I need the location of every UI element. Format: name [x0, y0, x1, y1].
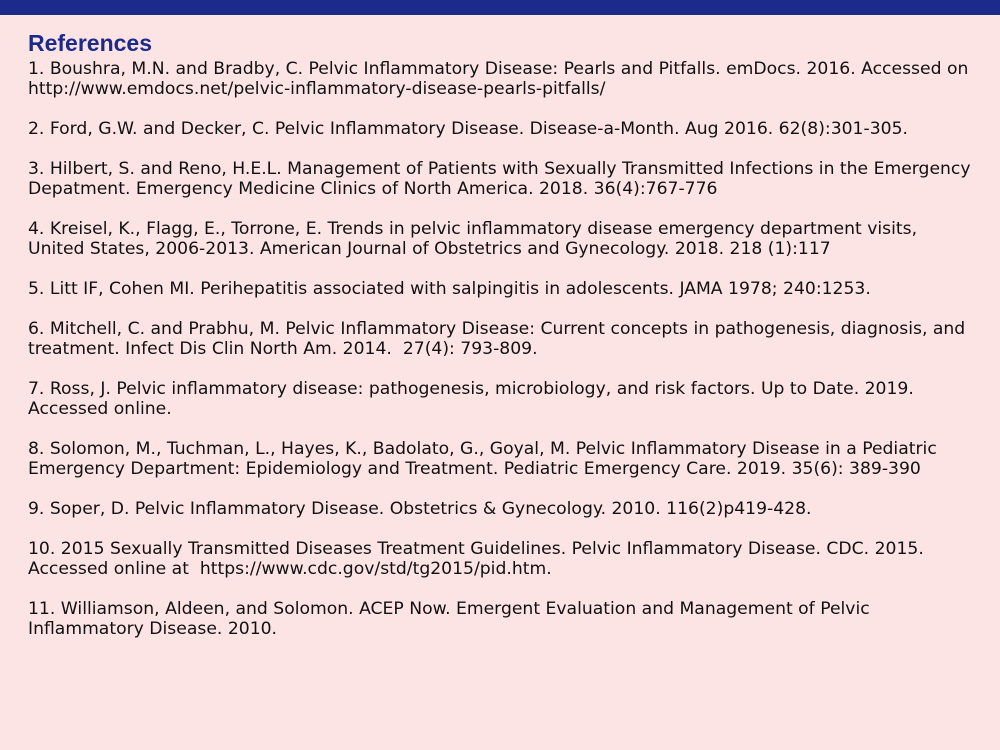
reference-item-6: 6. Mitchell, C. and Prabhu, M. Pelvic Inflammatory Disease: Current concepts in pathogenesis, diagnosis, and treatment. Infect Dis Clin North Am. 2014. 27(4): 793-809. [28, 319, 971, 359]
reference-item-7: 7. Ross, J. Pelvic inflammatory disease: pathogenesis, microbiology, and risk factors. Up to Date. 2019. Accessed online. [28, 379, 920, 419]
references-section [28, 29, 978, 659]
reference-item-3: 3. Hilbert, S. and Reno, H.E.L. Management of Patients with Sexually Transmitted Infections in the Emergency Depatment. Emergency Medicine Clinics of North America. 2018. 36(4):767-776 [28, 159, 976, 199]
reference-item-11: 11. Williamson, Aldeen, and Solomon. ACEP Now. Emergent Evaluation and Management of Pelvic Inflammatory Disease. 2010. [28, 599, 876, 639]
reference-item-9: 9. Soper, D. Pelvic Inflammatory Disease. Obstetrics & Gynecology. 2010. 116(2)p419-428. [28, 499, 812, 519]
reference-item-1: 1. Boushra, M.N. and Bradby, C. Pelvic Inflammatory Disease: Pearls and Pitfalls. emDocs. 2016. Accessed on http://www.emdocs.net/pelvic-inflammatory-disease-pearls-pitfalls/ [28, 59, 974, 99]
reference-item-2: 2. Ford, G.W. and Decker, C. Pelvic Inflammatory Disease. Disease-a-Month. Aug 2016. 62(8):301-305. [28, 119, 908, 139]
page-title: References [28, 30, 153, 56]
reference-item-8: 8. Solomon, M., Tuchman, L., Hayes, K., Badolato, G., Goyal, M. Pelvic Inflammatory Disease in a Pediatric Emergency Department: Epidemiology and Treatment. Pediatric Emergency Care. 2019. 35(6): 389-390 [28, 439, 943, 479]
reference-item-10: 10. 2015 Sexually Transmitted Diseases Treatment Guidelines. Pelvic Inflammatory Disease. CDC. 2015. Accessed online at https://www.cdc.gov/std/tg2015/pid.htm. [28, 539, 930, 579]
reference-item-5: 5. Litt IF, Cohen MI. Perihepatitis associated with salpingitis in adolescents. JAMA 1978; 240:1253. [28, 279, 871, 299]
top-header-bar [0, 0, 1000, 15]
reference-list [28, 59, 978, 639]
reference-item-4: 4. Kreisel, K., Flagg, E., Torrone, E. Trends in pelvic inflammatory disease emergency department visits, United States, 2006-2013. American Journal of Obstetrics and Gynecology. 2018. 218 (1):117 [28, 219, 923, 259]
